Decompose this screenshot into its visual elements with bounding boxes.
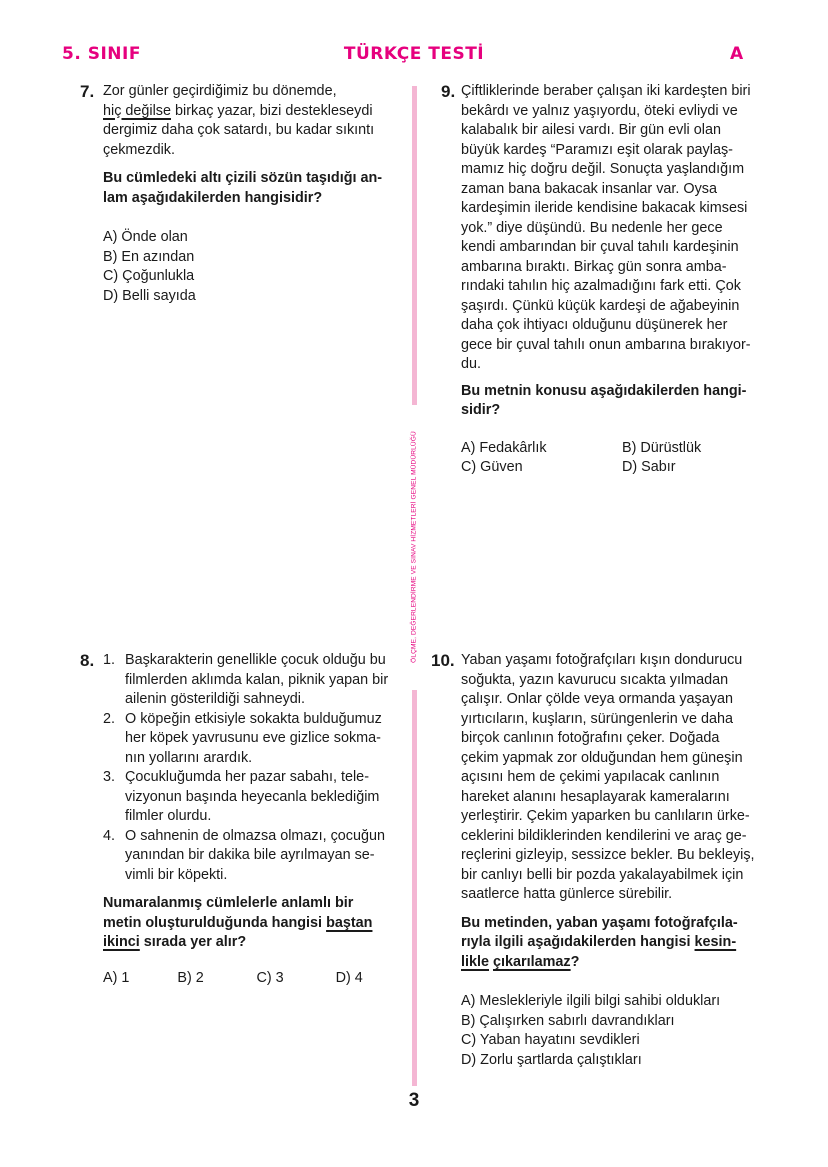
- question-8: [80, 651, 410, 988]
- question-10: [431, 651, 781, 1070]
- text-line: rındaki tahılın hiç azalmadığını fark etti. Çok: [461, 278, 741, 294]
- underlined-phrase: kesin-: [694, 934, 737, 950]
- underlined-phrase: çıkarılamaz: [493, 953, 571, 970]
- side-label: ÖLÇME, DEĞERLENDİRME VE SINAV HİZMETLERİ GENEL MÜDÜRLÜĞÜ: [410, 431, 418, 663]
- text-line: yırtıcıların, kuşların, sürüngenlerin ve daha: [461, 710, 733, 727]
- option-d[interactable]: D) Sabır: [622, 459, 676, 475]
- text-line: gece bir çuval tahılı onun ambarına bırakıyor-: [461, 336, 751, 353]
- text-line: yerleştirir. Çekim yaparken bu canlıların ürke-: [461, 808, 750, 824]
- text-line: O köpeğin etkisiyle sokakta bulduğumuz: [125, 710, 382, 727]
- question-number: 9.: [441, 82, 456, 101]
- numbered-sentence-2: [103, 710, 410, 769]
- text-line: kalabalık bir ailesi vardı. Bir gün evli olan: [461, 122, 721, 138]
- sentence-number: 3.: [103, 769, 116, 785]
- option-a[interactable]: A) Fedakârlık: [461, 439, 547, 456]
- question-text: [103, 651, 410, 988]
- text-line: du.: [461, 356, 482, 372]
- text-line: ailenin gösterildiği sahneydi.: [125, 691, 305, 707]
- option-b[interactable]: B) Dürüstlük: [622, 439, 702, 456]
- question-number: 7.: [80, 82, 95, 101]
- text-line: Yaban yaşamı fotoğrafçıları kışın dondurucu: [461, 652, 743, 668]
- question-prompt: [103, 169, 400, 208]
- numbered-sentence-3: [103, 768, 410, 827]
- option-c[interactable]: C) 3: [256, 969, 284, 986]
- option-d[interactable]: D) 4: [335, 969, 363, 986]
- prompt-line: Bu metinden, yaban yaşamı fotoğrafçıla-: [461, 914, 738, 931]
- text-line: çekmezdik.: [103, 141, 175, 158]
- text-line: Çiftliklerinde beraber çalışan iki kardeşten biri: [461, 83, 751, 99]
- text-line: çekim yapmak zor olduğundan hem güneşin: [461, 749, 743, 766]
- text-line: kardeşimin ileride kendisine bakacak kimsesi: [461, 200, 748, 216]
- text-line: büyük kardeş “Paramızı eşit olarak paylaş-: [461, 141, 733, 158]
- text-line: vizyonun başında heyecanla beklediğim: [125, 788, 380, 805]
- text-segment: sırada yer alır?: [139, 934, 247, 950]
- text-line: bir canlıyı belli bir pozda yakalayabilmek için: [461, 866, 744, 883]
- booklet-letter: A: [730, 44, 744, 64]
- text-line: O sahnenin de olmazsa olmazı, çocuğun: [125, 827, 385, 844]
- text-line: her köpek yavrusunu eve gizlice sokma-: [125, 730, 381, 746]
- text-line: dergimiz daha çok satardı, bu kadar sıkıntı: [103, 122, 375, 138]
- prompt-line: sidir?: [461, 402, 501, 418]
- option-a[interactable]: A) Önde olan: [103, 229, 188, 245]
- text-segment: metin oluşturulduğunda hangisi: [103, 914, 327, 931]
- question-text: [103, 82, 400, 306]
- text-line: filmlerden aklımda kalan, piknik yapan bir: [125, 671, 389, 688]
- question-number: 8.: [80, 651, 95, 670]
- question-7: [80, 82, 400, 306]
- option-a[interactable]: A) 1: [103, 969, 130, 986]
- option-c[interactable]: C) Güven: [461, 459, 523, 475]
- text-line: Başkarakterin genellikle çocuk olduğu bu: [125, 652, 386, 668]
- prompt-line: lam aşağıdakilerden hangisidir?: [103, 189, 323, 206]
- option-b[interactable]: B) En azından: [103, 248, 195, 265]
- text-line: birçok canlının fotoğrafını çeker. Doğada: [461, 730, 720, 746]
- question-prompt: [461, 382, 781, 421]
- sentence-number: 4.: [103, 827, 116, 844]
- sentence-number: 1.: [103, 652, 116, 668]
- text-line: vimli bir köpekti.: [125, 866, 228, 883]
- option-c[interactable]: C) Yaban hayatını sevdikleri: [461, 1032, 640, 1048]
- question-prompt: [461, 914, 781, 973]
- text-line: şaşırdı. Çünkü küçük kardeşi de ağabeyinin: [461, 297, 740, 314]
- underlined-phrase: ikinci: [103, 934, 140, 950]
- underlined-phrase: baştan: [326, 914, 373, 931]
- text-line: açısını hem de çekimi yapılacak canlının: [461, 769, 720, 785]
- answer-options: [103, 969, 410, 989]
- text-line: [103, 102, 400, 122]
- question-text: [461, 651, 781, 1070]
- sentence-number: 2.: [103, 710, 116, 727]
- prompt-line: [103, 933, 410, 953]
- answer-options: [461, 439, 781, 478]
- option-a[interactable]: A) Meslekleriyle ilgili bilgi sahibi oldukları: [461, 993, 721, 1009]
- prompt-line: [461, 933, 781, 953]
- answer-options: [103, 228, 400, 306]
- text-line: ceklerini bildiklerinden kendilerini ve araç ge-: [461, 827, 747, 844]
- text-line: Çocukluğumda her pazar sabahı, tele-: [125, 769, 369, 785]
- text-segment: birkaç yazar, bizi destekleseydi: [175, 102, 373, 119]
- text-line: daha çok ihtiyacı olduğunu düşünerek her: [461, 317, 728, 333]
- numbered-sentence-4: [103, 827, 410, 886]
- text-line: mamız hiç doğru değil. Sonuçta yaşlandığım: [461, 161, 745, 177]
- numbered-sentence-1: [103, 651, 410, 710]
- option-b[interactable]: B) 2: [177, 969, 204, 986]
- page-number: 3: [408, 1090, 420, 1111]
- text-line: Zor günler geçirdiğimiz bu dönemde,: [103, 83, 337, 99]
- test-title: TÜRKÇE TESTİ: [343, 44, 485, 64]
- question-number: 10.: [431, 651, 455, 670]
- text-segment: rıyla ilgili aşağıdakilerden hangisi: [461, 934, 695, 950]
- question-prompt: [103, 894, 410, 953]
- text-line: filmler olurdu.: [125, 808, 212, 824]
- underlined-phrase: likle: [461, 953, 490, 970]
- prompt-line: [103, 914, 410, 934]
- underlined-phrase: hiç değilse: [103, 102, 171, 119]
- option-d[interactable]: D) Zorlu şartlarda çalıştıkları: [461, 1051, 642, 1068]
- text-line: yanından bir dakika bile ayrılmayan se-: [125, 847, 375, 863]
- text-line: yok.” diye düşündü. Bu nedenle her gece: [461, 219, 723, 236]
- text-line: çalışır. Onlar çölde veya ormanda yaşayan: [461, 691, 733, 707]
- side-label-container: [402, 405, 426, 690]
- question-text: [461, 82, 781, 478]
- text-line: kendi ambarından bir çuval tahılı kardeşinin: [461, 239, 739, 255]
- page-header: [0, 44, 828, 74]
- text-segment: ?: [570, 953, 580, 970]
- prompt-line: [461, 953, 781, 973]
- grade-label: 5. SINIF: [62, 44, 141, 64]
- text-line: soğukta, yazın kavurucu sıcakta yılmadan: [461, 671, 729, 688]
- answer-options: [461, 992, 781, 1070]
- prompt-line: Bu metnin konusu aşağıdakilerden hangi-: [461, 382, 747, 399]
- text-line: zaman bana bakacak insanlar var. Oysa: [461, 180, 717, 197]
- text-line: hareket alanını hesaplayarak kameralarını: [461, 788, 730, 805]
- text-line: ambarına bıraktı. Birkaç gün sonra amba-: [461, 258, 727, 275]
- text-line: reçlerini gizleyip, sessizce bekler. Bu bekleyiş,: [461, 847, 755, 863]
- prompt-line: Numaralanmış cümlelerle anlamlı bir: [103, 895, 354, 911]
- text-line: saatlerce hatta günlerce sürebilir.: [461, 886, 673, 902]
- option-c[interactable]: C) Çoğunlukla: [103, 268, 195, 284]
- option-d[interactable]: D) Belli sayıda: [103, 287, 196, 304]
- prompt-line: Bu cümledeki altı çizili sözün taşıdığı an-: [103, 170, 383, 186]
- question-9: [441, 82, 781, 478]
- option-b[interactable]: B) Çalışırken sabırlı davrandıkları: [461, 1012, 675, 1029]
- text-line: nın yollarını arardık.: [125, 749, 253, 766]
- text-line: bekârdı ve yalnız yaşıyordu, öteki evliydi ve: [461, 102, 738, 119]
